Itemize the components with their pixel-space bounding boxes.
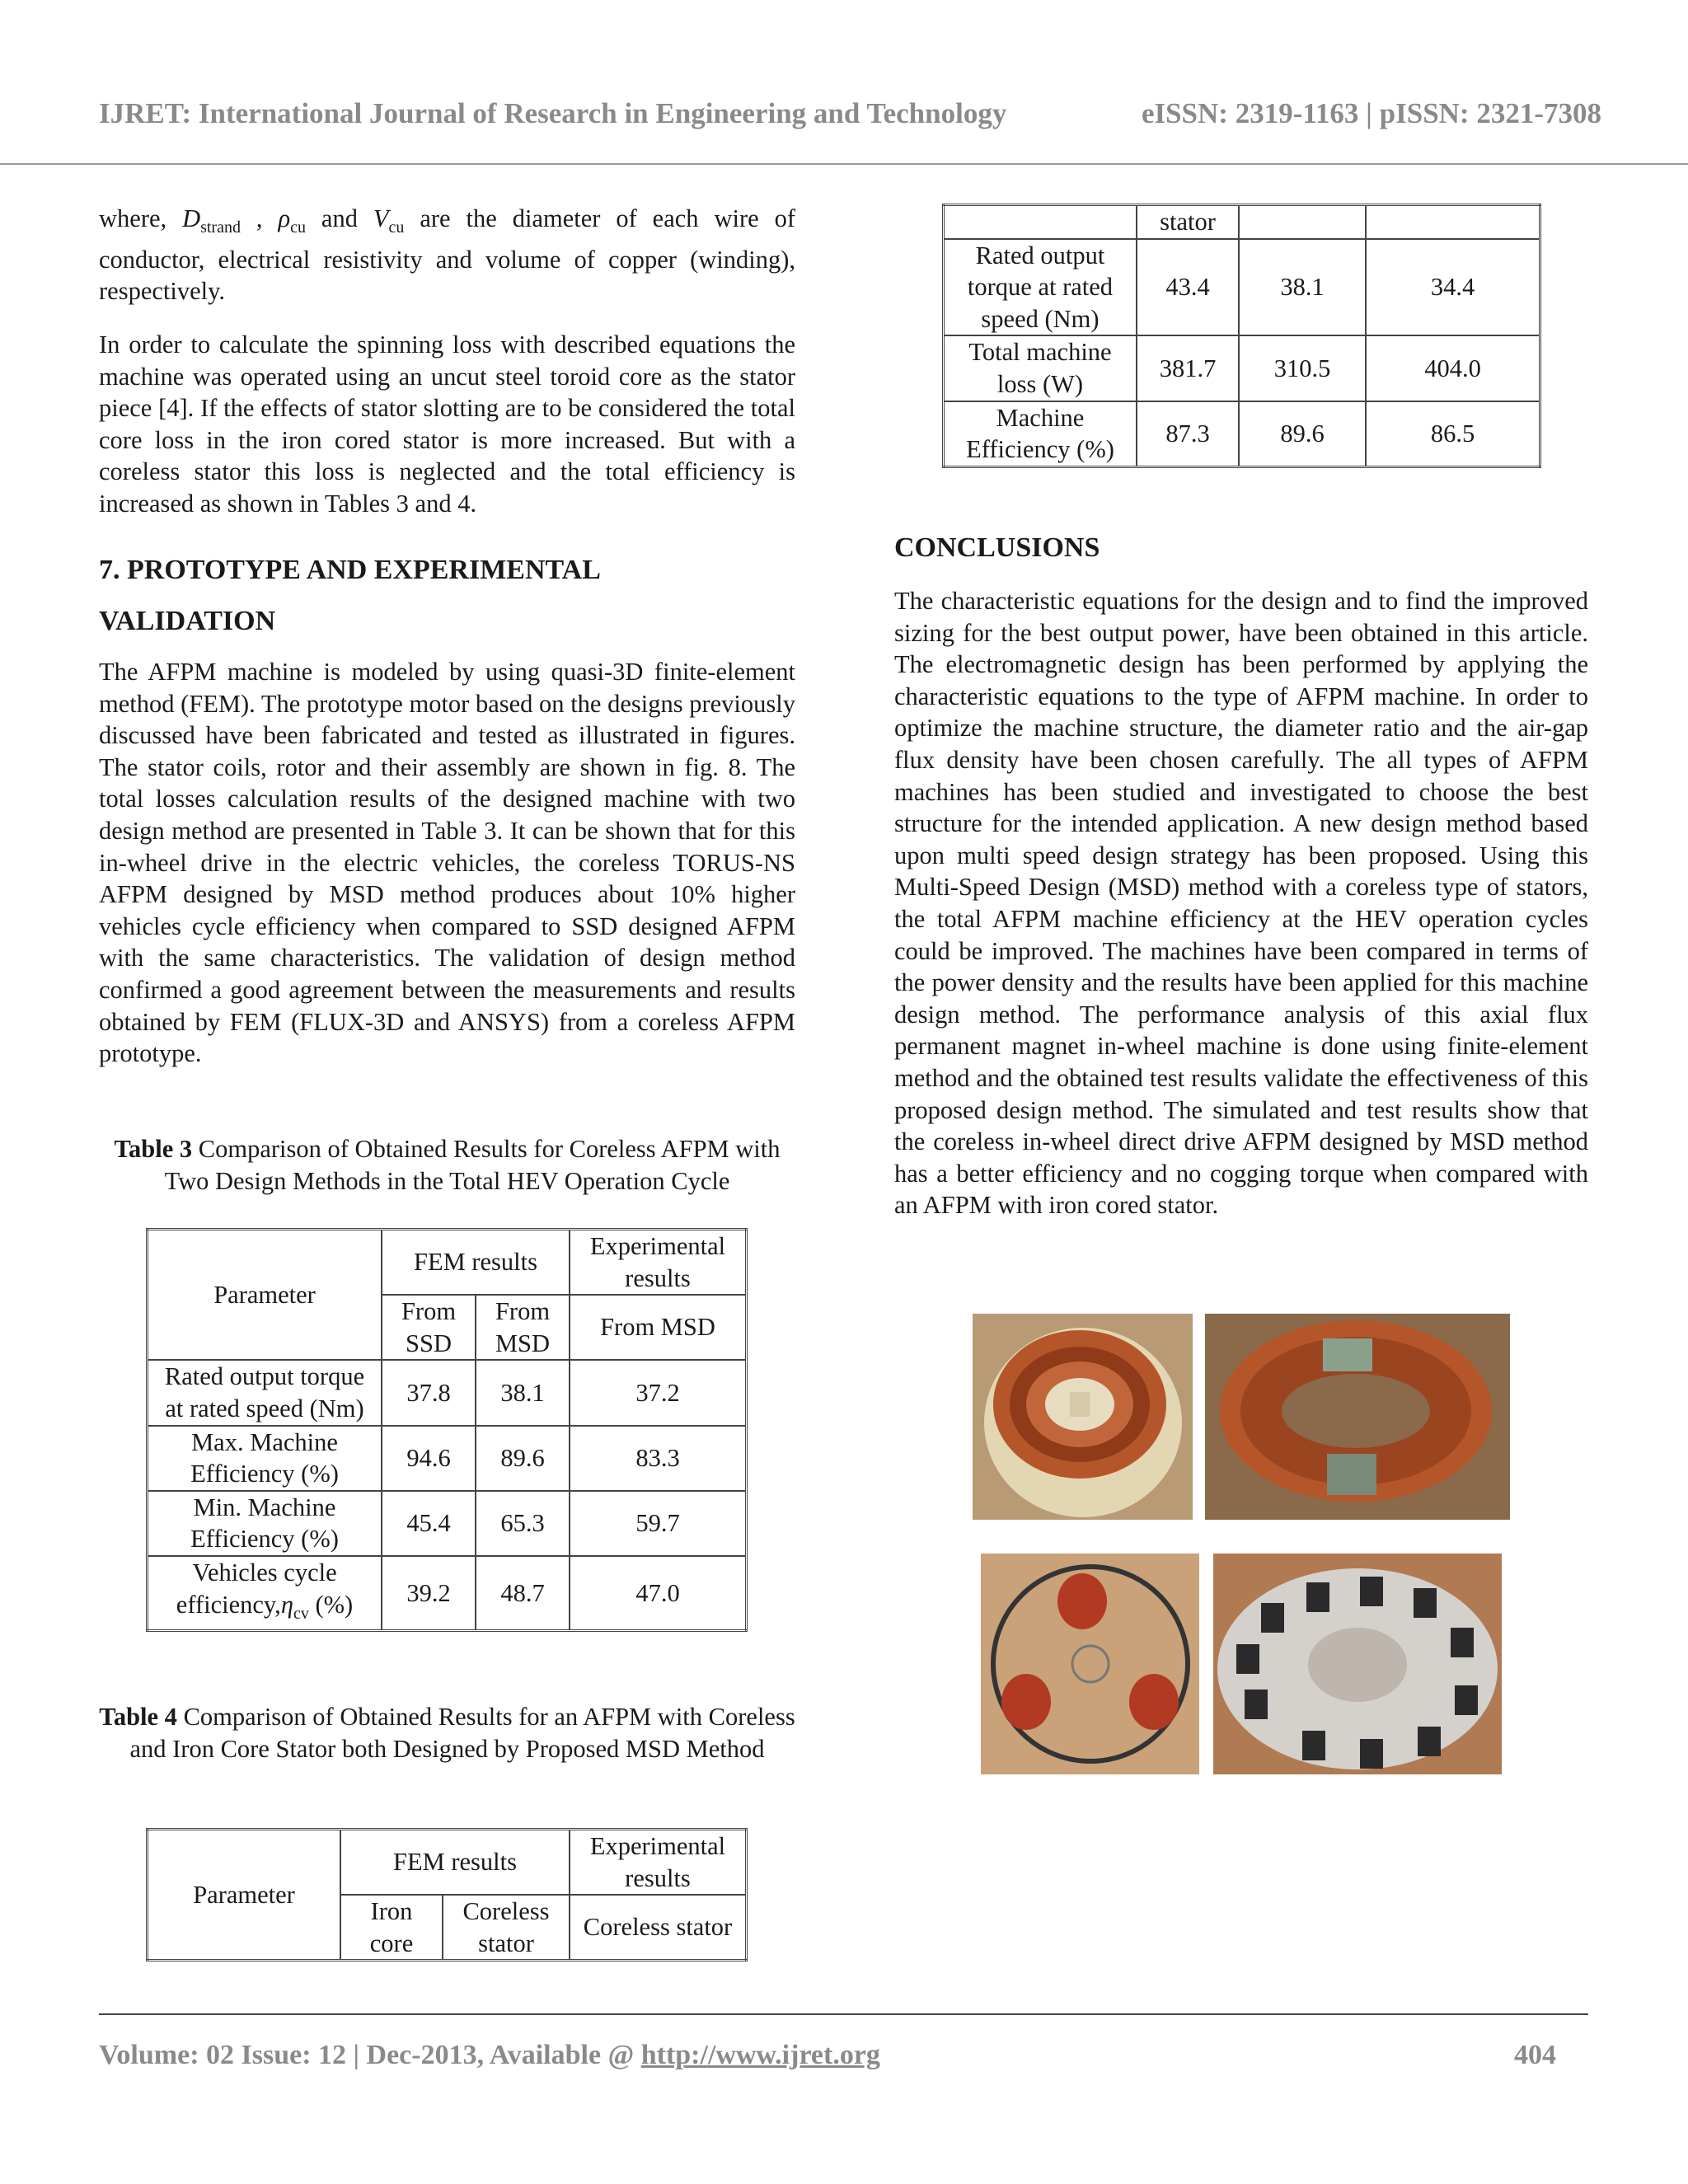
table-row: Rated output torque at rated speed (Nm) 37.8 38.1 37.2 — [148, 1360, 747, 1425]
table-row: Vehicles cycle $efficiency,\eta_{cv}$ (%) 39.2 48.7 47.0 — [148, 1556, 747, 1631]
photo-rotor-assembly — [981, 1554, 1502, 1774]
photo-stator-coils — [973, 1314, 1510, 1520]
table-header-fem: FEM results — [340, 1830, 570, 1896]
table-row: Total machine loss (W) 381.7 310.5 404.0 — [944, 335, 1540, 401]
paragraph-prototype: The AFPM machine is modeled by using quasi-3D finite-element method (FEM). The prototype motor based on the designs previously discussed have been fabricated and tested as illustrated in figures. The stator coils, rotor and their assembly are shown in fig. 8. The total losses calculation results of the designed machine with two design method are presented in Table 3. It can be shown that for this in-wheel drive in the electric vehicles, the coreless TORUS-NS AFPM designed by MSD method produces about 10% higher vehicles cycle efficiency when compared to SSD designed AFPM with the same characteristics. The validation of design method confirmed a good agreement between the measurements and results obtained by FEM (FLUX-3D and ANSYS) from a coreless AFPM prototype. — [99, 658, 795, 1068]
table-header-exp: Experimental results — [570, 1830, 747, 1896]
table-header-exp: Experimental results — [570, 1230, 747, 1296]
section-heading-7b: VALIDATION — [99, 606, 276, 636]
table-row: Rated output torque at rated speed (Nm) 43.4 38.1 34.4 — [944, 239, 1540, 336]
table-4-head — [146, 1828, 748, 1961]
table3-caption: Table 3 Comparison of Obtained Results for Coreless AFPM with Two Design Methods in the Total HEV Operation Cycle — [114, 1135, 781, 1195]
table-header-cont: stator — [1137, 205, 1239, 239]
paragraph-spinning-loss: In order to calculate the spinning loss with described equations the machine was operated using an uncut steel toroid core as the stator piece [4]. If the effects of stator slotting are to be considered the total core loss in the iron cored stator is more increased. But with a coreless stator this loss is neglected and the total efficiency is increased as shown in Tables 3 and 4. — [99, 330, 795, 518]
table4-caption: Table 4 Comparison of Obtained Results for an AFPM with Coreless and Iron Core Stator both Designed by Proposed MSD Method — [99, 1703, 795, 1763]
table-header-c3: From MSD — [570, 1295, 747, 1360]
table-header-c1: From SSD — [382, 1295, 476, 1360]
paragraph-conclusions: The characteristic equations for the design and to find the improved sizing for the best output power, have been obtained in this article. The electromagnetic design has been performed by applying the characteristic equations to the type of AFPM machine. In order to optimize the machine structure, the diameter ratio and the air-gap flux density have been chosen carefully. The all types of AFPM machines has been studied and investigated to choose the best structure for the intended application. A new design method based upon multi speed design strategy has been proposed. Using this Multi-Speed Design (MSD) method with a coreless type of stators, the total AFPM machine efficiency at the HEV operation cycles could be improved. The machines have been compared in terms of the power density and the results have been applied for this machine design method. The performance analysis of this axial flux permanent magnet in-wheel machine is done using finite-element method and the obtained test results validate the effectiveness of this proposed design method. The simulated and test results show that the coreless in-wheel direct drive AFPM designed by MSD method has a better efficiency and no cogging torque when compared with an AFPM with iron cored stator. — [894, 587, 1588, 1220]
page-footer — [99, 2040, 1556, 2071]
table-header-c2: From MSD — [476, 1295, 570, 1360]
table-header-fem: FEM results — [382, 1230, 570, 1296]
table-header-param: Parameter — [148, 1230, 382, 1361]
table-row: Min. Machine Efficiency (%) 45.4 65.3 59.7 — [148, 1491, 747, 1556]
section-heading-7a: 7. PROTOTYPE AND EXPERIMENTAL — [99, 555, 601, 585]
table-3 — [146, 1228, 748, 1632]
table-header-c1: Iron core — [340, 1895, 443, 1961]
conclusions-heading: CONCLUSIONS — [894, 532, 1100, 563]
header-rule — [0, 163, 1688, 165]
table-row: Max. Machine Efficiency (%) 94.6 89.6 83.3 — [148, 1426, 747, 1491]
footer-volume: Volume: 02 Issue: 12 | Dec-2013, Available @ — [99, 2040, 641, 2070]
table-header-c3: Coreless stator — [570, 1895, 747, 1961]
issn-info: eISSN: 2319-1163 | pISSN: 2321-7308 — [1141, 97, 1601, 129]
page-header — [99, 97, 1599, 130]
table-4-body — [942, 204, 1541, 468]
journal-title: IJRET: International Journal of Research in Engineering and Technology — [99, 97, 1007, 129]
table-header-c2: Coreless stator — [443, 1895, 570, 1961]
footer-rule — [99, 2013, 1588, 2015]
page-number: 404 — [1514, 2040, 1556, 2070]
table-row: Machine Efficiency (%) 87.3 89.6 86.5 — [944, 401, 1540, 467]
table-header-param: Parameter — [148, 1830, 341, 1961]
paragraph-variables: where, $D_{strand}$ , $\rho_{cu}$ and $V_{cu}$ are the diameter of each wire of conductor, electrical resistivity and volume of copper (winding), respectively. — [99, 204, 795, 306]
footer-link[interactable]: http://www.ijret.org — [640, 2040, 880, 2070]
